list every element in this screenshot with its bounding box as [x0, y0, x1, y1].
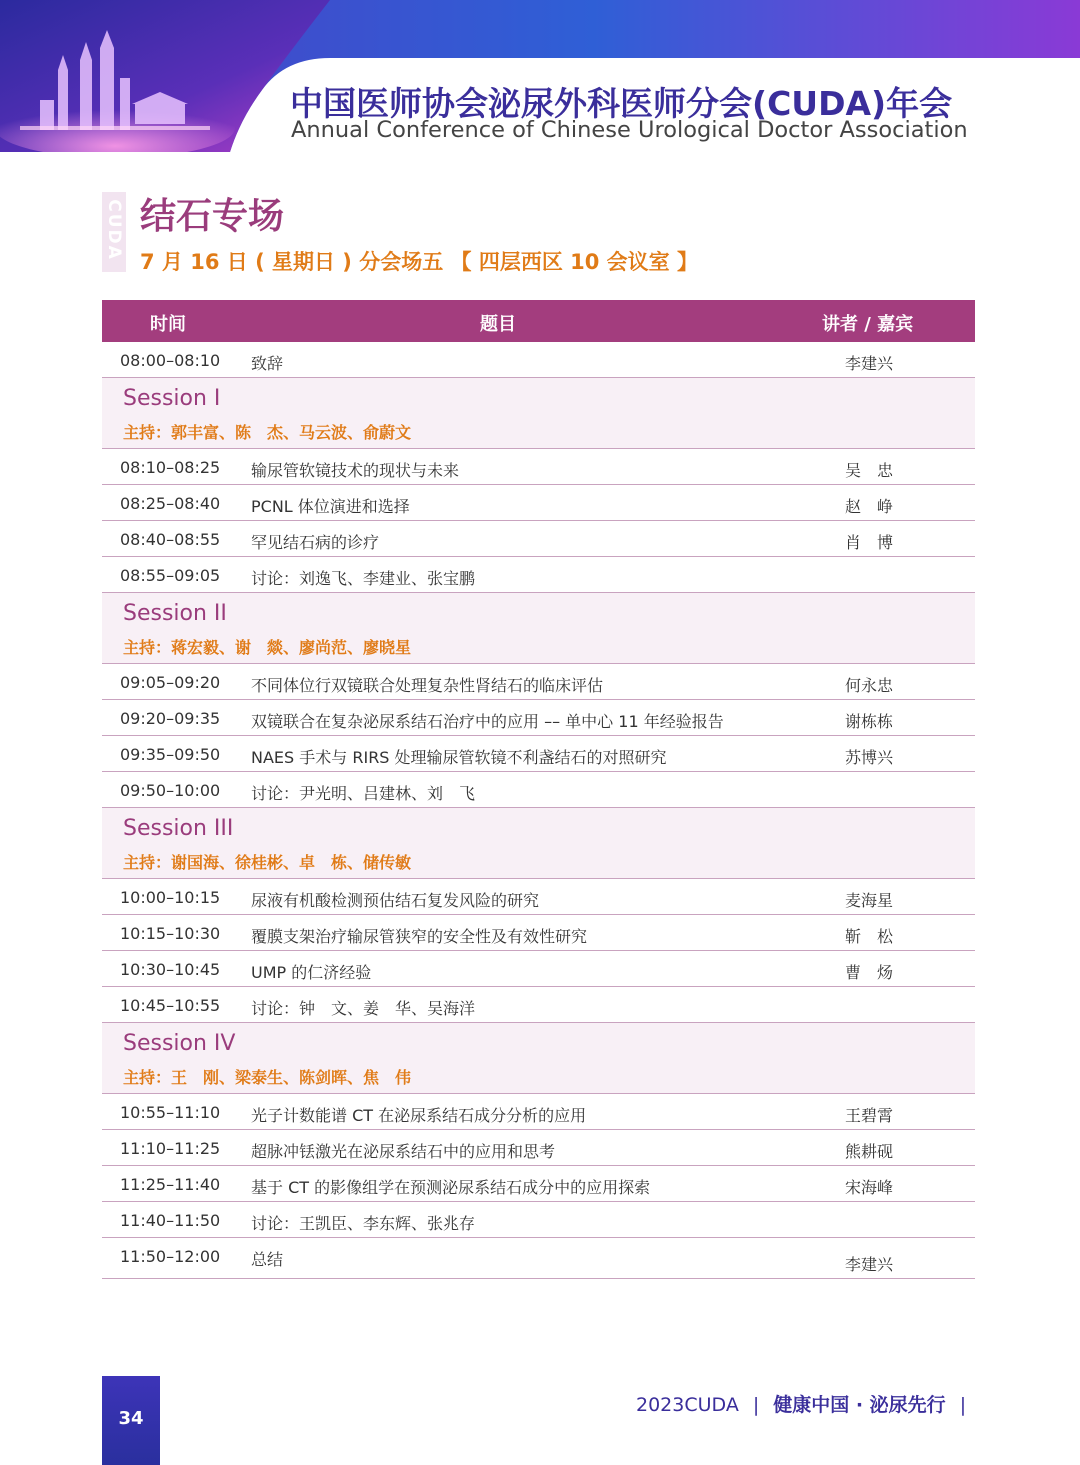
row-topic: 讨论：刘逸飞、李建业、张宝鹏	[251, 569, 476, 588]
table-row	[102, 342, 975, 378]
table-row	[102, 521, 975, 557]
session-header	[102, 593, 975, 664]
table-row	[102, 485, 975, 521]
session-name: Session IV	[123, 1031, 236, 1056]
row-speaker: 靳 松	[845, 927, 894, 946]
session-hosts: 主持：蒋宏毅、谢 燚、廖尚范、廖晓星	[123, 638, 412, 657]
row-time: 09:05–09:20	[120, 673, 221, 692]
row-time: 11:25–11:40	[120, 1175, 221, 1194]
row-topic: 覆膜支架治疗输尿管狭窄的安全性及有效性研究	[251, 927, 588, 946]
row-topic: 讨论：王凯臣、李东辉、张兆存	[251, 1214, 476, 1233]
row-topic: 讨论：钟 文、姜 华、吴海洋	[251, 999, 476, 1018]
page-number: 34	[118, 1408, 144, 1429]
row-speaker: 麦海星	[845, 891, 894, 910]
table-row	[102, 987, 975, 1023]
row-time: 10:15–10:30	[120, 924, 221, 943]
table-row	[102, 951, 975, 987]
table-row	[102, 1238, 975, 1279]
row-topic: PCNL 体位演进和选择	[251, 497, 410, 516]
table-row	[102, 557, 975, 593]
row-speaker: 何永忠	[845, 676, 894, 695]
table-row	[102, 700, 975, 736]
row-speaker: 赵 峥	[845, 497, 894, 516]
footer-separator: |	[752, 1394, 760, 1416]
session-hosts: 主持：王 刚、梁泰生、陈剑晖、焦 伟	[123, 1068, 412, 1087]
section-subtitle: 7 月 16 日 ( 星期日 ) 分会场五 【 四层西区 10 会议室 】	[140, 250, 698, 274]
footer-slogan: 健康中国 · 泌尿先行	[773, 1394, 946, 1416]
table-row	[102, 879, 975, 915]
row-topic: 基于 CT 的影像组学在预测泌尿系结石成分中的应用探索	[251, 1178, 651, 1197]
footer-brand: 2023CUDA	[636, 1394, 739, 1416]
table-row	[102, 736, 975, 772]
row-time: 11:10–11:25	[120, 1139, 221, 1158]
table-row	[102, 915, 975, 951]
table-row	[102, 1202, 975, 1238]
row-topic: 致辞	[251, 354, 284, 373]
row-time: 08:55–09:05	[120, 566, 221, 585]
side-label-block	[102, 192, 126, 272]
row-topic: 尿液有机酸检测预估结石复发风险的研究	[251, 891, 540, 910]
row-speaker: 谢栋栋	[845, 712, 894, 731]
session-name: Session I	[123, 386, 221, 411]
row-speaker: 曹 炀	[845, 963, 894, 982]
row-time: 10:00–10:15	[120, 888, 221, 907]
table-row	[102, 1166, 975, 1202]
session-name: Session III	[123, 816, 234, 841]
row-time: 08:25–08:40	[120, 494, 221, 513]
row-topic: 超脉冲铥激光在泌尿系结石中的应用和思考	[251, 1142, 556, 1161]
page-number-box	[102, 1376, 160, 1465]
table-row	[102, 1094, 975, 1130]
row-speaker: 肖 博	[845, 533, 894, 552]
session-name: Session II	[123, 601, 227, 626]
header-time: 时间	[150, 314, 186, 335]
session-hosts: 主持：谢国海、徐桂彬、卓 栋、储传敏	[123, 853, 412, 872]
conference-title-en: Annual Conference of Chinese Urological Doctor Association	[291, 117, 968, 143]
row-time: 09:50–10:00	[120, 781, 221, 800]
header-banner	[0, 0, 1080, 152]
session-hosts: 主持：郭丰富、陈 杰、马云波、俞蔚文	[123, 423, 412, 442]
row-topic: 输尿管软镜技术的现状与未来	[251, 461, 460, 480]
row-time: 10:30–10:45	[120, 960, 221, 979]
row-speaker: 熊耕砚	[845, 1142, 894, 1161]
side-label: CUDA	[104, 199, 124, 261]
footer-separator: |	[959, 1394, 967, 1416]
session-header	[102, 1023, 975, 1094]
row-time: 10:45–10:55	[120, 996, 221, 1015]
table-row	[102, 1130, 975, 1166]
row-time: 10:55–11:10	[120, 1103, 221, 1122]
section-title: 结石专场	[140, 196, 285, 237]
table-row	[102, 664, 975, 700]
row-time: 08:40–08:55	[120, 530, 221, 549]
table-header	[102, 300, 975, 342]
table-row	[102, 772, 975, 808]
conference-title-cn: 中国医师协会泌尿外科医师分会(CUDA)年会	[290, 84, 953, 123]
schedule-table	[102, 300, 975, 1279]
row-time: 11:50–12:00	[120, 1247, 221, 1266]
row-topic: UMP 的仁济经验	[251, 963, 372, 982]
row-topic: 双镜联合在复杂泌尿系结石治疗中的应用 –– 单中心 11 年经验报告	[251, 712, 724, 731]
row-time: 09:35–09:50	[120, 745, 221, 764]
row-topic: 光子计数能谱 CT 在泌尿系结石成分分析的应用	[251, 1106, 587, 1125]
row-topic: NAES 手术与 RIRS 处理输尿管软镜不利盏结石的对照研究	[251, 748, 667, 767]
footer-text	[636, 1390, 980, 1417]
session-header	[102, 808, 975, 879]
table-row	[102, 449, 975, 485]
row-time: 11:40–11:50	[120, 1211, 221, 1230]
session-header	[102, 378, 975, 449]
row-speaker: 苏博兴	[845, 748, 894, 767]
row-speaker: 李建兴	[845, 1255, 894, 1274]
row-topic: 讨论：尹光明、吕建林、刘 飞	[251, 784, 476, 803]
row-time: 09:20–09:35	[120, 709, 221, 728]
row-topic: 总结	[251, 1250, 284, 1269]
row-topic: 罕见结石病的诊疗	[251, 533, 380, 552]
row-speaker: 宋海峰	[845, 1178, 894, 1197]
row-topic: 不同体位行双镜联合处理复杂性肾结石的临床评估	[251, 676, 604, 695]
header-speaker: 讲者 / 嘉宾	[822, 314, 914, 335]
row-time: 08:00–08:10	[120, 351, 221, 370]
row-speaker: 李建兴	[845, 354, 894, 373]
row-speaker: 王碧霄	[845, 1106, 894, 1125]
header-topic: 题目	[480, 314, 516, 335]
row-speaker: 吴 忠	[845, 461, 894, 480]
row-time: 08:10–08:25	[120, 458, 221, 477]
